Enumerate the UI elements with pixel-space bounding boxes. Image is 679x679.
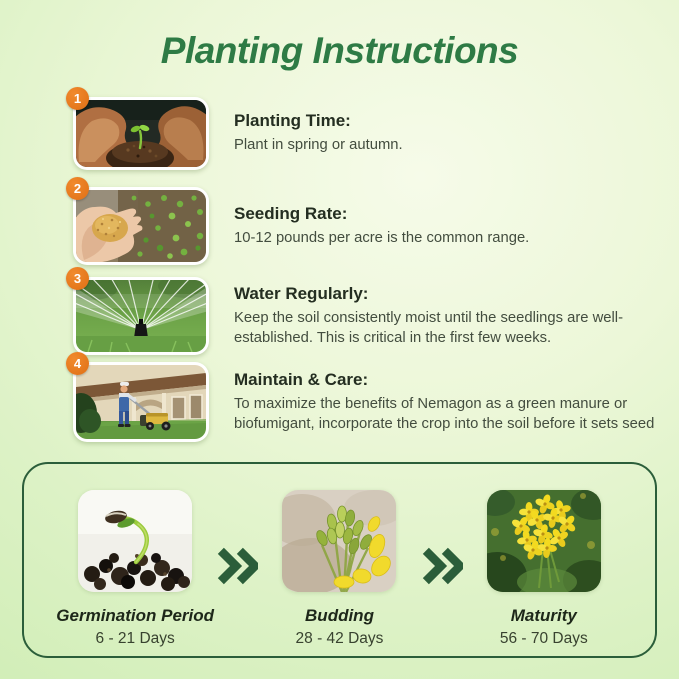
step-1-number-badge: 1 <box>66 87 89 110</box>
step-row-2 <box>73 181 658 265</box>
yellow-flowers-photo <box>487 490 601 592</box>
stage-budding-label: Budding <box>305 606 374 625</box>
double-chevron-right-icon <box>216 547 258 585</box>
step-2-body: 10-12 pounds per acre is the common range. <box>234 229 530 246</box>
step-4-number-badge: 4 <box>66 352 89 375</box>
sprinkler-photo <box>76 280 206 352</box>
step-2-photo-frame <box>73 181 209 265</box>
step-3-heading: Water Regularly: <box>234 283 369 303</box>
step-1-body: Plant in spring or autumn. <box>234 137 403 154</box>
step-3-body: Keep the soil consistently moist until the seedlings are well-established. This is critical in the first few weeks. <box>234 309 624 346</box>
step-row-4 <box>73 356 658 442</box>
step-row-3 <box>73 271 658 355</box>
growth-timeline-box <box>22 462 657 658</box>
stage-budding <box>258 490 420 648</box>
step-4-body: To maximize the benefits of Nemagon as a green manure or biofumigant, incorporate the crop into the soil before it sets seed <box>234 395 655 432</box>
step-row-1 <box>73 91 658 170</box>
step-2-number-badge: 2 <box>66 177 89 200</box>
step-4-heading: Maintain & Care: <box>234 369 369 389</box>
step-1-heading: Planting Time: <box>234 111 351 131</box>
germinating-seed-photo <box>78 490 192 592</box>
step-4-photo-frame <box>73 356 209 442</box>
stage-maturity <box>463 490 625 648</box>
step-3-number-badge: 3 <box>66 267 89 290</box>
stage-maturity-label: Maturity <box>510 606 577 625</box>
double-chevron-right-icon <box>421 547 463 585</box>
green-buds-photo <box>282 490 396 592</box>
hands-holding-soil-sprout-photo <box>76 100 206 167</box>
stage-budding-duration: 28 - 42 Days <box>295 630 384 647</box>
stage-germination <box>54 490 216 648</box>
hand-with-seeds-photo <box>76 190 206 262</box>
lawn-mowing-photo <box>76 365 206 439</box>
step-3-photo-frame <box>73 271 209 355</box>
stage-germination-duration: 6 - 21 Days <box>95 630 175 647</box>
step-2-heading: Seeding Rate: <box>234 203 348 223</box>
stage-germination-label: Germination Period <box>56 606 215 625</box>
step-1-photo-frame <box>73 91 209 170</box>
page-title: Planting Instructions <box>160 30 519 71</box>
stage-maturity-duration: 56 - 70 Days <box>499 630 588 647</box>
